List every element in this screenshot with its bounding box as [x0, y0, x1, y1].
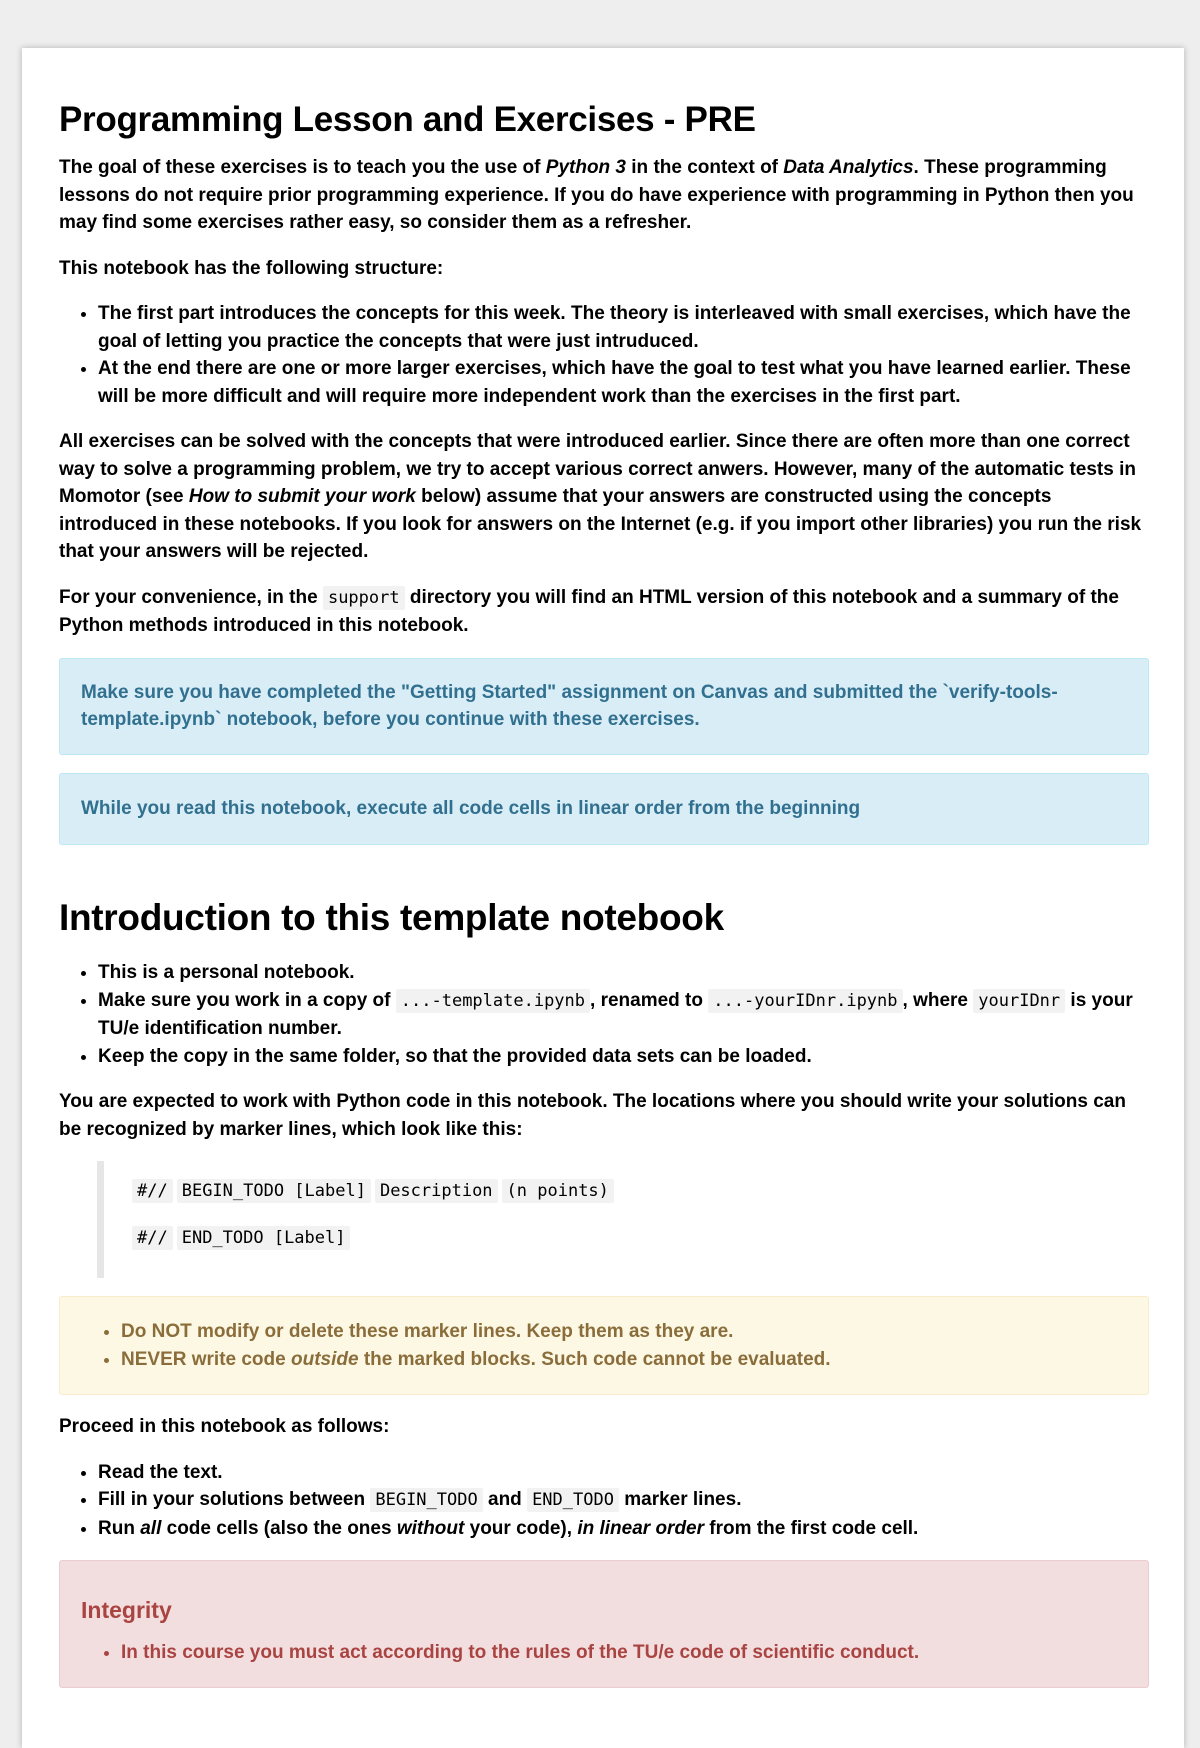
list-item: • Keep the copy in the same folder, so that the provided data sets can be loaded.: [98, 1043, 1149, 1071]
inline-code: END_TODO: [527, 1488, 619, 1512]
marker-paragraph: You are expected to work with Python code in this notebook. The locations where you should write your solutions can be recognized by marker lines, which look like this:: [59, 1091, 1126, 1140]
integrity-title: Integrity: [81, 1597, 172, 1623]
template-list: [59, 959, 1149, 1070]
list-item: • Fill in your solutions between BEGIN_TODO and END_TODO marker lines.: [98, 1486, 1149, 1515]
notebook-page: [22, 48, 1184, 1748]
begin-marker-line: #// BEGIN_TODO [Label] Description (n points): [132, 1177, 1149, 1206]
inline-code: ...-template.ipynb: [396, 989, 590, 1013]
section-title: Introduction to this template notebook: [59, 897, 724, 938]
info-alert-execute-cells: While you read this notebook, execute all code cells in linear order from the beginning: [59, 773, 1149, 846]
support-paragraph: For your convenience, in the support directory you will find an HTML version of this notebook and a summary of the Python methods introduced in this notebook.: [59, 586, 1119, 636]
page-title: Programming Lesson and Exercises - PRE: [59, 100, 756, 139]
integrity-alert: [59, 1560, 1149, 1688]
warning-alert: [59, 1296, 1149, 1395]
list-item: • Make sure you work in a copy of ...-template.ipynb , renamed to ...-yourIDnr.ipynb , where yourIDnr is your TU/e identification number.: [98, 987, 1149, 1043]
proceed-list: [59, 1459, 1149, 1543]
inline-code: BEGIN_TODO: [370, 1488, 482, 1512]
proceed-paragraph: Proceed in this notebook as follows:: [59, 1416, 390, 1437]
list-item: • At the end there are one or more larger exercises, which have the goal to test what you have learned earlier. These will be more difficult and will require more independent work than the exercises in the first part.: [98, 355, 1149, 410]
intro-paragraph: The goal of these exercises is to teach you the use of Python 3 in the context of Data Analytics. These programming lessons do not require prior programming experience. If you do have experience with programming in Python then you may find some exercises rather easy, so consider them as a refresher.: [59, 157, 1134, 233]
end-marker-line: #// END_TODO [Label]: [132, 1224, 1149, 1253]
list-item: • NEVER write code outside the marked blocks. Such code cannot be evaluated.: [121, 1346, 1127, 1374]
inline-code: yourIDnr: [973, 989, 1065, 1013]
list-item: • In this course you must act according to the rules of the TU/e code of scientific conduct.: [121, 1639, 1127, 1667]
exercises-paragraph: All exercises can be solved with the concepts that were introduced earlier. Since there are often more than one correct way to solve a programming problem, we try to accept various correct anwers. However, many of the automatic tests in Momotor (see How to submit your work below) assume that your answers are constructed using the concepts introduced in these notebooks. If you look for answers on the Internet (e.g. if you import other libraries) you run the risk that your answers will be rejected.: [59, 431, 1142, 562]
list-item: • The first part introduces the concepts for this week. The theory is interleaved with small exercises, which have the goal of letting you practice the concepts that were just intruduced.: [98, 300, 1149, 355]
structure-list: [59, 300, 1149, 410]
marker-example: [97, 1161, 1149, 1278]
list-item: • Do NOT modify or delete these marker lines. Keep them as they are.: [121, 1318, 1127, 1346]
inline-code: support: [323, 586, 405, 610]
list-item: • Run all code cells (also the ones without your code), in linear order from the first code cell.: [98, 1515, 1149, 1543]
list-item: • This is a personal notebook.: [98, 959, 1149, 987]
structure-intro: This notebook has the following structure:: [59, 257, 444, 279]
inline-code: ...-yourIDnr.ipynb: [708, 989, 902, 1013]
notebook-content: [59, 100, 1149, 1706]
info-alert-getting-started: Make sure you have completed the "Getting Started" assignment on Canvas and submitted the `verify-tools-template.ipynb` notebook, before you continue with these exercises.: [59, 658, 1149, 755]
list-item: • Read the text.: [98, 1459, 1149, 1487]
